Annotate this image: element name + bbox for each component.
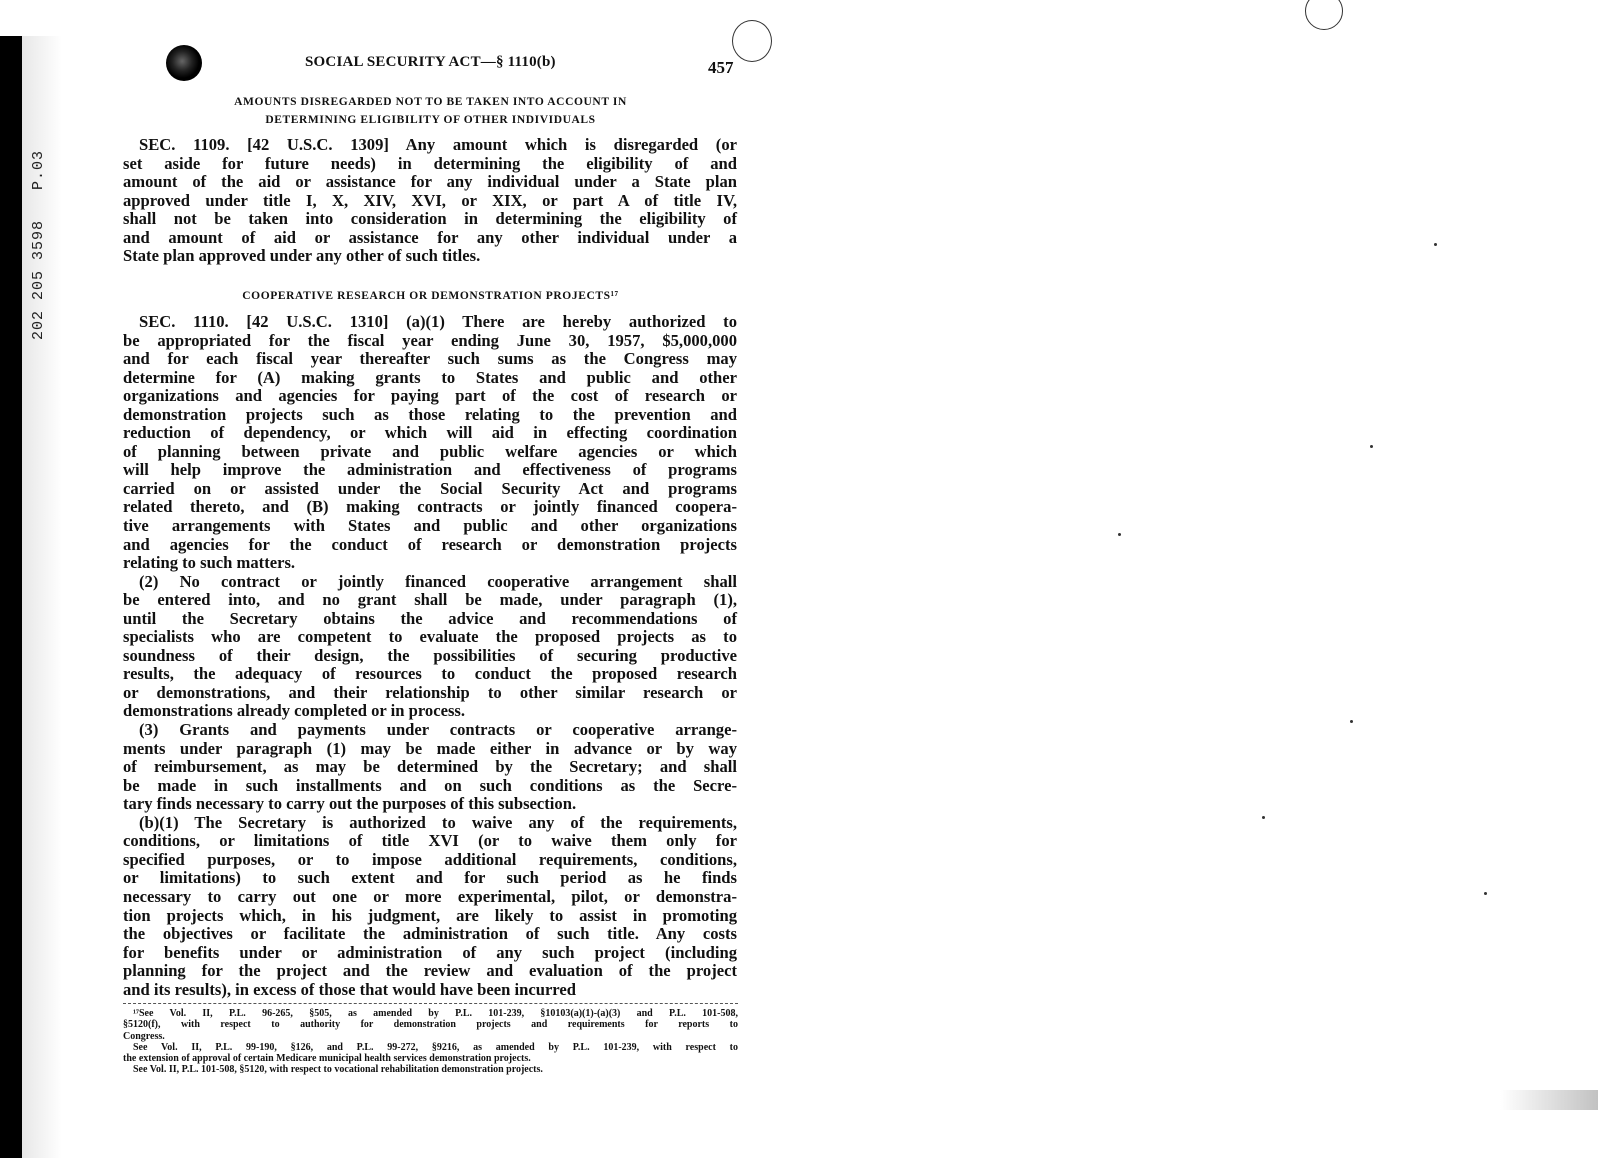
section-heading-1109 xyxy=(123,93,738,129)
text-line: determine for (A) making grants to States and public and other xyxy=(123,367,737,387)
text-line: conditions, or limitations of title XVI (or to waive them only for xyxy=(123,831,737,851)
text-line: demonstrations already completed or in process. xyxy=(123,701,466,721)
text-line: and amount of aid or assistance for any other individual under a xyxy=(123,227,737,247)
text-line: relating to such matters. xyxy=(123,553,296,573)
footnotes xyxy=(123,1008,738,1076)
text-line: See Vol. II, P.L. 99-190, §126, and P.L. 99-272, §9216, as amended by P.L. 101-239, with respect to xyxy=(133,1041,738,1053)
text-line: amount of the aid or assistance for any individual under a State plan xyxy=(123,172,737,192)
text-line: organizations and agencies for paying part of the cost of research or xyxy=(123,386,737,406)
text-line: carried on or assisted under the Social Security Act and programs xyxy=(123,478,737,498)
text-line: necessary to carry out one or more experimental, pilot, or demonstra- xyxy=(123,886,737,906)
text-line: of planning between private and public welfare agencies or which xyxy=(123,441,737,461)
text-line: until the Secretary obtains the advice and recommendations of xyxy=(123,608,737,628)
text-line: set aside for future needs) in determining the eligibility of and xyxy=(123,153,737,173)
text-line: approved under title I, X, XIV, XVI, or XIX, or part A of title IV, xyxy=(123,190,737,210)
scan-smudge xyxy=(1500,1090,1598,1110)
running-head: SOCIAL SECURITY ACT—§ 1110(b) xyxy=(305,54,556,70)
text-line: See Vol. II, P.L. 101-508, §5120, with respect to vocational rehabilitation demonstration projects. xyxy=(133,1064,543,1076)
heading-line: AMOUNTS DISREGARDED NOT TO BE TAKEN INTO ACCOUNT IN xyxy=(234,96,627,108)
text-line: (3) Grants and payments under contracts or cooperative arrange- xyxy=(139,720,737,740)
fax-header: 202 205 3598 P.03 xyxy=(30,149,47,340)
hole-punch-mark xyxy=(166,45,202,81)
text-line: shall not be taken into consideration in determining the eligibility of xyxy=(123,209,737,229)
text-line: planning for the project and the review and evaluation of the project xyxy=(123,961,737,981)
text-line: (b)(1) The Secretary is authorized to waive any of the requirements, xyxy=(139,812,737,832)
text-line: ments under paragraph (1) may be made either in advance or by way xyxy=(123,738,737,758)
text-line: SEC. 1110. [42 U.S.C. 1310] (a)(1) There are hereby authorized to xyxy=(139,312,737,331)
text-line: and its results), in excess of those that would have been incurred xyxy=(123,979,576,999)
text-line: and agencies for the conduct of research or demonstration projects xyxy=(123,534,737,554)
footnote-rule xyxy=(123,1003,738,1004)
text-line: for benefits under or administration of any such project (including xyxy=(123,942,737,962)
hole-punch-outline xyxy=(732,20,772,62)
text-line: tive arrangements with States and public and other organizations xyxy=(123,516,737,536)
text-line: be entered into, and no grant shall be made, under paragraph (1), xyxy=(123,590,737,610)
section-heading-1110: COOPERATIVE RESEARCH OR DEMONSTRATION PROJECTS¹⁷ xyxy=(242,290,619,302)
text-line: specified purposes, or to impose additional requirements, conditions, xyxy=(123,849,737,869)
text-line: the extension of approval of certain Medicare municipal health services demonstration projects. xyxy=(123,1053,531,1065)
text-line: the objectives or facilitate the administration of such title. Any costs xyxy=(123,924,737,944)
text-line: results, the adequacy of resources to conduct the proposed research xyxy=(123,664,737,684)
text-line: be appropriated for the fiscal year ending June 30, 1957, $5,000,000 xyxy=(123,330,737,350)
scan-edge xyxy=(0,36,22,1158)
text-line: or demonstrations, and their relationship to other similar research or xyxy=(123,682,737,702)
text-line: and for each fiscal year thereafter such sums as the Congress may xyxy=(123,349,737,369)
text-line: State plan approved under any other of such titles. xyxy=(123,246,481,266)
text-line: demonstration projects such as those relating to the prevention and xyxy=(123,404,737,424)
text-line: related thereto, and (B) making contracts or jointly financed coopera- xyxy=(123,497,737,517)
hole-punch-outline xyxy=(1305,0,1343,30)
text-line: §5120(f), with respect to authority for demonstration projects and requirements for reports to xyxy=(123,1019,738,1031)
text-line: SEC. 1109. [42 U.S.C. 1309] Any amount which is disregarded (or xyxy=(139,135,737,154)
text-line: soundness of their design, the possibilities of securing productive xyxy=(123,645,737,665)
heading-line: DETERMINING ELIGIBILITY OF OTHER INDIVIDUALS xyxy=(265,114,596,126)
text-line: will help improve the administration and effectiveness of programs xyxy=(123,460,737,480)
text-line: or limitations) to such extent and for such period as he finds xyxy=(123,868,737,888)
text-line: tary finds necessary to carry out the purposes of this subsection. xyxy=(123,794,577,814)
section-1109-text xyxy=(123,136,737,266)
text-line: (2) No contract or jointly financed cooperative arrangement shall xyxy=(139,571,737,591)
text-line: be made in such installments and on such conditions as the Secre- xyxy=(123,775,737,795)
page-number: 457 xyxy=(708,58,734,77)
section-1110-text xyxy=(123,313,737,999)
text-line: ¹⁷See Vol. II, P.L. 96-265, §505, as amended by P.L. 101-239, §10103(a)(1)-(a)(3) and P.L. 101-508, xyxy=(133,1008,738,1019)
text-line: Congress. xyxy=(123,1030,165,1042)
text-line: specialists who are competent to evaluate the proposed projects as to xyxy=(123,627,737,647)
text-line: tion projects which, in his judgment, are likely to assist in promoting xyxy=(123,905,737,925)
text-line: of reimbursement, as may be determined by the Secretary; and shall xyxy=(123,757,737,777)
text-line: reduction of dependency, or which will aid in effecting coordination xyxy=(123,423,737,443)
